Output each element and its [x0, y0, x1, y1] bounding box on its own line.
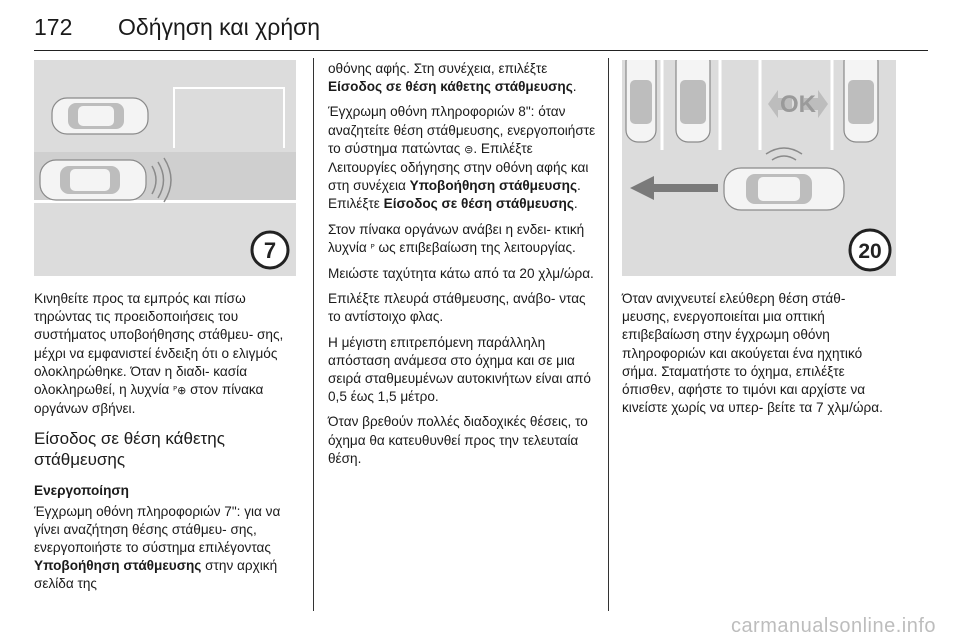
paragraph: οθόνης αφής. Στη συνέχεια, επιλέξτε Είσοδος σε θέση κάθετης στάθμευσης. [328, 61, 577, 95]
column-right [622, 290, 896, 424]
figure-parking-approach [34, 60, 296, 276]
paragraph: Μειώστε ταχύτητα κάτω από τα 20 χλμ/ώρα. [328, 266, 594, 282]
column-left [34, 290, 296, 601]
paragraph: Κινηθείτε προς τα εμπρός και πίσω τηρώντας τις προειδοποιήσεις του συστήματος υποβοήθησης στάθμευ‑ σης, μέχρι να εμφανιστεί ένδειξη ότι ο ελιγμός ολοκληρώθηκε. Όταν η διαδι‑ κασία ολοκληρωθεί, η λυχνία ᴾ⊕ στον πίνακα οργάνων σβήνει. [34, 291, 284, 417]
figure-perpendicular-spot [622, 60, 896, 276]
column-divider-2 [608, 58, 609, 611]
watermark: carmanualsonline.info [730, 615, 936, 637]
paragraph: Όταν βρεθούν πολλές διαδοχικές θέσεις, το όχημα θα κατευθυνθεί προς την τελευταία θέση. [328, 414, 588, 466]
paragraph: Έγχρωμη οθόνη πληροφοριών 8": όταν αναζητείτε θέση στάθμευσης, ενεργοποιήστε το σύστημα πατώντας ⊜. Επιλέξτε Λειτουργίες οδήγησης στην οθόνη αφής και στη συνέχεια Υποβοήθηση στάθμευσης. Επιλέξτε Είσοδος σε θέση στάθμευσης. [328, 104, 596, 212]
parking-assist-button-icon: ⊜ [464, 142, 474, 156]
page-number: 172 [34, 14, 73, 40]
svg-text:7: 7 [263, 238, 277, 263]
column-divider-1 [313, 58, 314, 611]
figure-number-badge [850, 230, 890, 270]
column-middle [328, 60, 598, 475]
paragraph: Επιλέξτε πλευρά στάθμευσης, ανάβο‑ ντας το αντίστοιχο φλας. [328, 291, 586, 325]
svg-text:OK: OK [780, 91, 816, 118]
svg-text:20: 20 [858, 240, 882, 263]
figure-number-badge [252, 232, 288, 268]
paragraph: Όταν ανιχνευτεί ελεύθερη θέση στάθ‑ μευσης, ενεργοποιείται μια οπτική επιβεβαίωση στην έγχρωμη οθόνη πληροφοριών και ακούγεται ένα ηχητικό σήμα. Σταματήστε το όχημα, επιλέξτε όπισθεν, αφήστε το τιμόνι και αρχίστε να κινείστε χωρίς να υπερ‑ βείτε τα 7 χλμ/ώρα. [622, 291, 883, 416]
parking-indicator-icon: ᴾ [370, 241, 375, 255]
parking-indicator-icon: ᴾ⊕ [172, 384, 187, 398]
page-header [34, 8, 928, 51]
ok-indicator [768, 90, 828, 118]
section-title: Είσοδος σε θέση κάθετης στάθμευσης [34, 429, 225, 470]
paragraph: Η μέγιστη επιτρεπόμενη παράλληλη απόσταση ανάμεσα στο όχημα και σε μια σειρά σταθμευμένων αυτοκινήτων είναι από 0,5 έως 1,5 μέτρο. [328, 334, 591, 405]
subheading: Ενεργοποίηση [34, 483, 129, 499]
paragraph: Έγχρωμη οθόνη πληροφοριών 7": για να γίνει αναζήτηση θέσης στάθμευ‑ σης, ενεργοποιήστε το σύστημα επιλέγοντας Υποβοήθηση στάθμευσης στην αρχική σελίδα της [34, 503, 281, 592]
paragraph: Στον πίνακα οργάνων ανάβει η ενδει‑ κτική λυχνία ᴾ ως επιβεβαίωση της λειτουργίας. [328, 221, 585, 255]
parked-car [52, 98, 148, 134]
chapter-title: Οδήγηση και χρήση [118, 14, 321, 40]
